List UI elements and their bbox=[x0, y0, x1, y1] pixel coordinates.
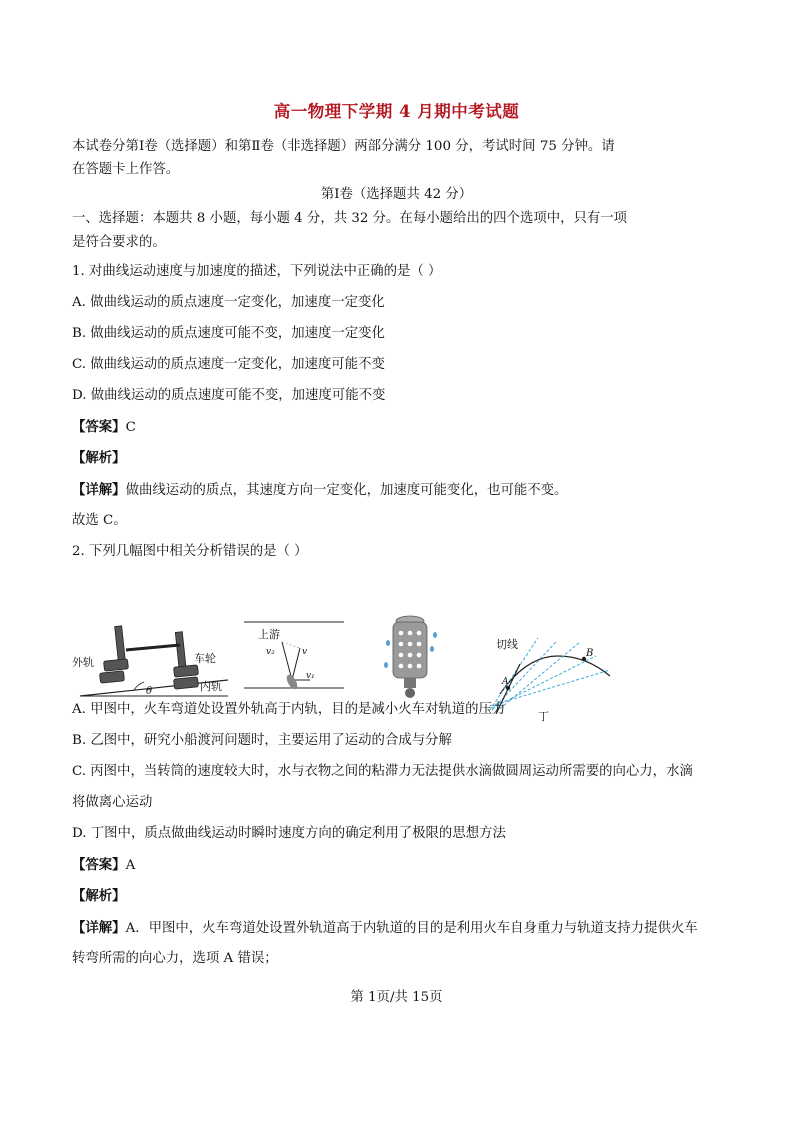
q1-option-d: D. 做曲线运动的质点速度可能不变，加速度可能不变 bbox=[72, 388, 386, 403]
answer-value: A bbox=[125, 858, 136, 873]
detail-text: 做曲线运动的质点，其速度方向一定变化，加速度可能变化，也可能不变。 bbox=[125, 483, 568, 498]
label-outer-rail: 外轨 bbox=[72, 656, 94, 669]
q2-stem: 2. 下列几幅图中相关分析错误的是（ ） bbox=[72, 544, 308, 559]
option-a-prefix: A. 甲图中， bbox=[72, 702, 144, 717]
q2-analysis-tag: 【解析】 bbox=[72, 888, 126, 904]
q1-option-a: A. 做曲线运动的质点速度一定变化，加速度一定变化 bbox=[72, 295, 385, 310]
figure-bing-dryer bbox=[380, 613, 440, 703]
figure-jia-railway bbox=[70, 618, 230, 702]
label-tangent: 切线 bbox=[496, 638, 518, 651]
q2-option-c-line-1: C. 丙图中，当转筒的速度较大时，水与衣物之间的粘滞力无法提供水滴做圆周运动所需要的向心力，水滴 bbox=[72, 764, 693, 779]
q1-analysis-tag: 【解析】 bbox=[72, 450, 126, 466]
answer-tag: 【答案】 bbox=[72, 857, 126, 873]
q1-conclusion: 故选 C。 bbox=[72, 513, 127, 528]
answer-value: C bbox=[125, 420, 136, 435]
q2-option-a bbox=[72, 701, 505, 719]
label-v: v bbox=[302, 647, 308, 657]
label-v2: v₂ bbox=[266, 647, 275, 657]
label-point-b: B bbox=[586, 648, 594, 659]
intro-line-2: 在答题卡上作答。 bbox=[72, 162, 180, 177]
q1-option-c: C. 做曲线运动的质点速度一定变化，加速度可能不变 bbox=[72, 357, 385, 372]
q2-detail-line-1 bbox=[72, 919, 698, 938]
label-ding: 丁 bbox=[538, 710, 549, 723]
q1-detail bbox=[72, 481, 567, 500]
label-upstream: 上游 bbox=[258, 628, 280, 641]
option-a-text: 火车弯道处设置外轨高于内轨，目的是减小火车对轨道的压力 bbox=[143, 702, 506, 717]
q2-option-c-line-2: 将做离心运动 bbox=[72, 795, 153, 810]
detail-tag: 【详解】 bbox=[72, 482, 126, 498]
intro-line-1: 本试卷分第Ⅰ卷（选择题）和第Ⅱ卷（非选择题）两部分满分 100 分，考试时间 75 分钟。请 bbox=[72, 139, 615, 154]
label-point-a: A bbox=[502, 677, 509, 687]
part-instructions-1: 一、选择题：本题共 8 小题，每小题 4 分，共 32 分。在每小题给出的四个选项中，只有一项 bbox=[72, 211, 628, 226]
answer-tag: 【答案】 bbox=[72, 419, 126, 435]
page-title: 高一物理下学期 4 月期中考试题 bbox=[273, 102, 520, 121]
q2-detail-line-2: 转弯所需的向心力，选项 A 错误； bbox=[72, 951, 278, 966]
label-theta: θ bbox=[146, 686, 153, 697]
label-inner-rail: 内轨 bbox=[200, 680, 222, 693]
q1-stem: 1. 对曲线运动速度与加速度的描述，下列说法中正确的是（ ） bbox=[72, 264, 442, 279]
part-instructions-2: 是符合要求的。 bbox=[72, 235, 166, 250]
q1-answer bbox=[72, 418, 136, 437]
q1-option-b: B. 做曲线运动的质点速度可能不变，加速度一定变化 bbox=[72, 326, 385, 341]
q2-option-d: D. 丁图中，质点做曲线运动时瞬时速度方向的确定利用了极限的思想方法 bbox=[72, 826, 506, 841]
label-v1: v₁ bbox=[306, 671, 315, 681]
section-heading: 第Ⅰ卷（选择题共 42 分） bbox=[320, 187, 473, 202]
q2-answer bbox=[72, 856, 135, 875]
detail-text: A．甲图中，火车弯道处设置外轨道高于内轨道的目的是利用火车自身重力与轨道支持力提供火车 bbox=[125, 921, 698, 936]
q2-option-b: B. 乙图中，研究小船渡河问题时，主要运用了运动的合成与分解 bbox=[72, 733, 452, 748]
detail-tag: 【详解】 bbox=[72, 920, 126, 936]
page-footer: 第 1页/共 15页 bbox=[350, 990, 443, 1005]
label-wheel: 车轮 bbox=[194, 652, 216, 665]
figure-yi-river bbox=[244, 618, 346, 694]
